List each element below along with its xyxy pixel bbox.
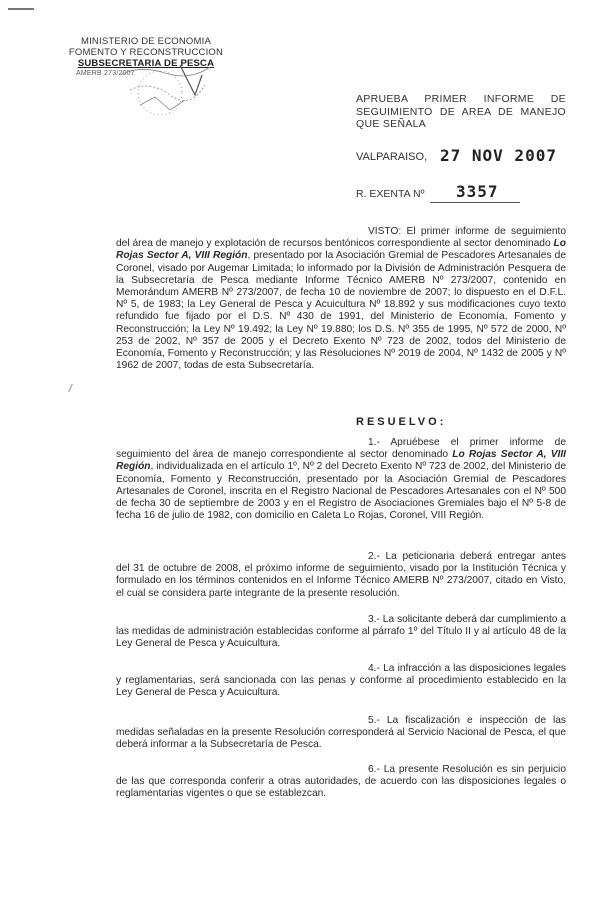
subject-line: SEGUIMIENTO DE AREA DE MANEJO (356, 105, 566, 118)
date-stamp: 27 NOV 2007 (440, 146, 557, 165)
letterhead-ministry-2: FOMENTO Y RECONSTRUCCION (68, 47, 224, 58)
resolution-item-3 (116, 614, 566, 651)
resolution-item-2 (116, 551, 566, 600)
item-lead: 4.- La infracción a las disposiciones legales (368, 663, 566, 674)
resolution-item-4 (116, 663, 566, 700)
resuelvo-heading: RESUELVO: (356, 416, 447, 428)
item-lead: 6.- La presente Resolución es sin perjuicio (368, 764, 566, 775)
subject-line: QUE SEÑALA (356, 118, 427, 130)
visto-text: del área de manejo y explotación de recursos bentónicos correspondiente al sector denominado (116, 238, 554, 250)
item-lead: 1.- Apruébese el primer informe de (368, 437, 566, 448)
subject-line: APRUEBA PRIMER INFORME DE (356, 93, 566, 105)
letterhead-ministry: MINISTERIO DE ECONOMIA (80, 36, 212, 47)
letterhead-reference: AMERB 273/2007 (76, 70, 135, 77)
item-text: , individualizada en el artículo 1º, Nº 2 del Decreto Exento Nº 723 de 2002, del Ministerio de Economía, Fomento y Reconstrucción, presentado por la Asociación Gremial de Pescadores Artesanales de Coronel, inscrita en el Registro Nacional de Pescadores Artesanales con el Nº 500 de fecha 30 de septiembre de 2003 y en el Registro de Asociaciones Gremiales bajo el Nº 5-8 de fecha 16 de julio de 1982, con domicilio en Caleta Lo Rojas, Coronel, VIII Región. (116, 461, 566, 522)
subject-block (356, 93, 566, 131)
item-lead: 5.- La fiscalización e inspección de las (368, 715, 566, 726)
item-text: las medidas de administración establecidas conforme al párrafo 1º del Título II y al artículo 48 de la Ley General de Pesca y Acuicultura. (116, 626, 566, 650)
item-lead: 3.- La solicitante deberá dar cumplimiento a (368, 614, 566, 625)
item-lead: 2.- La peticionaria deberá entregar antes del (116, 551, 566, 575)
visto-sector: Lo Rojas Sector A, VIII Región (116, 238, 566, 262)
exenta-number: 3357 (456, 182, 499, 201)
item-text: de las que corresponda conferir a otras autoridades, de acuerdo con las disposiciones legales o reglamentarias vigentes o que se establezcan. (116, 776, 566, 800)
item-sector: Lo Rojas Sector A, VIII Región (116, 449, 566, 473)
exenta-underline (430, 202, 520, 203)
visto-lead: VISTO: El primer informe de seguimiento (368, 226, 566, 237)
signature-stamp-icon (110, 55, 220, 130)
visto-paragraph (116, 226, 566, 372)
resolution-item-6 (116, 764, 566, 801)
place-label: VALPARAISO, (356, 151, 428, 163)
resolution-item-1 (116, 437, 566, 522)
visto-text: , presentado por la Asociación Gremial de Pescadores Artesanales de Coronel, visado por Augemar Limitada; lo informado por la División de Administración Pesquera de la Subsecretaría de Pesca mediante Informe Técnico AMERB Nº 273/2007, contenido en Memorándum AMERB Nº 273/2007, de fecha 10 de noviembre de 2007; lo dispuesto en el D.F.L. Nº 5, de 1983; la Ley General de Pesca y Acuicultura Nº 18.892 y sus modificaciones cuyo texto refundido fue fijado por el D.S. Nº 430 de 1991, del Ministerio de Economía, Fomento y Reconstrucción; la Ley Nº 19.492; la Ley Nº 19.880; los D.S. Nº 355 de 1995, Nº 572 de 2000, Nº 253 de 2002, Nº 357 de 2005 y el Decreto Exento Nº 723 de 2002, todos del Ministerio de Economía, Fomento y Reconstrucción; y las Resoluciones Nº 2019 de 2004, Nº 1432 de 2005 y Nº 1962 de 2007, todas de esta Subsecretaría. (116, 250, 566, 372)
item-text: seguimiento del área de manejo correspondiente al sector denominado (116, 449, 453, 461)
item-text: 31 de octubre de 2008, el próximo informe de seguimiento, visado por la Institución Técnica y formulado en los términos contenidos en el Informe Técnico AMERB Nº 273/2007, citado en Visto, el cual se considera parte integrante de la presente resolución. (116, 563, 566, 599)
exenta-label: R. EXENTA Nº (356, 188, 425, 200)
letterhead-subsecretaria: SUBSECRETARIA DE PESCA (77, 58, 215, 69)
corner-mark (8, 8, 34, 10)
item-text: medidas señaladas en la presente Resolución corresponderá al Servicio Nacional de Pesca, el que deberá informar a la Subsecretaría de Pesca. (116, 727, 566, 751)
margin-tick (68, 384, 79, 392)
item-text: y reglamentarias, será sancionada con las penas y conforme al procedimiento establecido en la Ley General de Pesca y Acuicultura. (116, 675, 566, 699)
resolution-item-5 (116, 715, 566, 752)
